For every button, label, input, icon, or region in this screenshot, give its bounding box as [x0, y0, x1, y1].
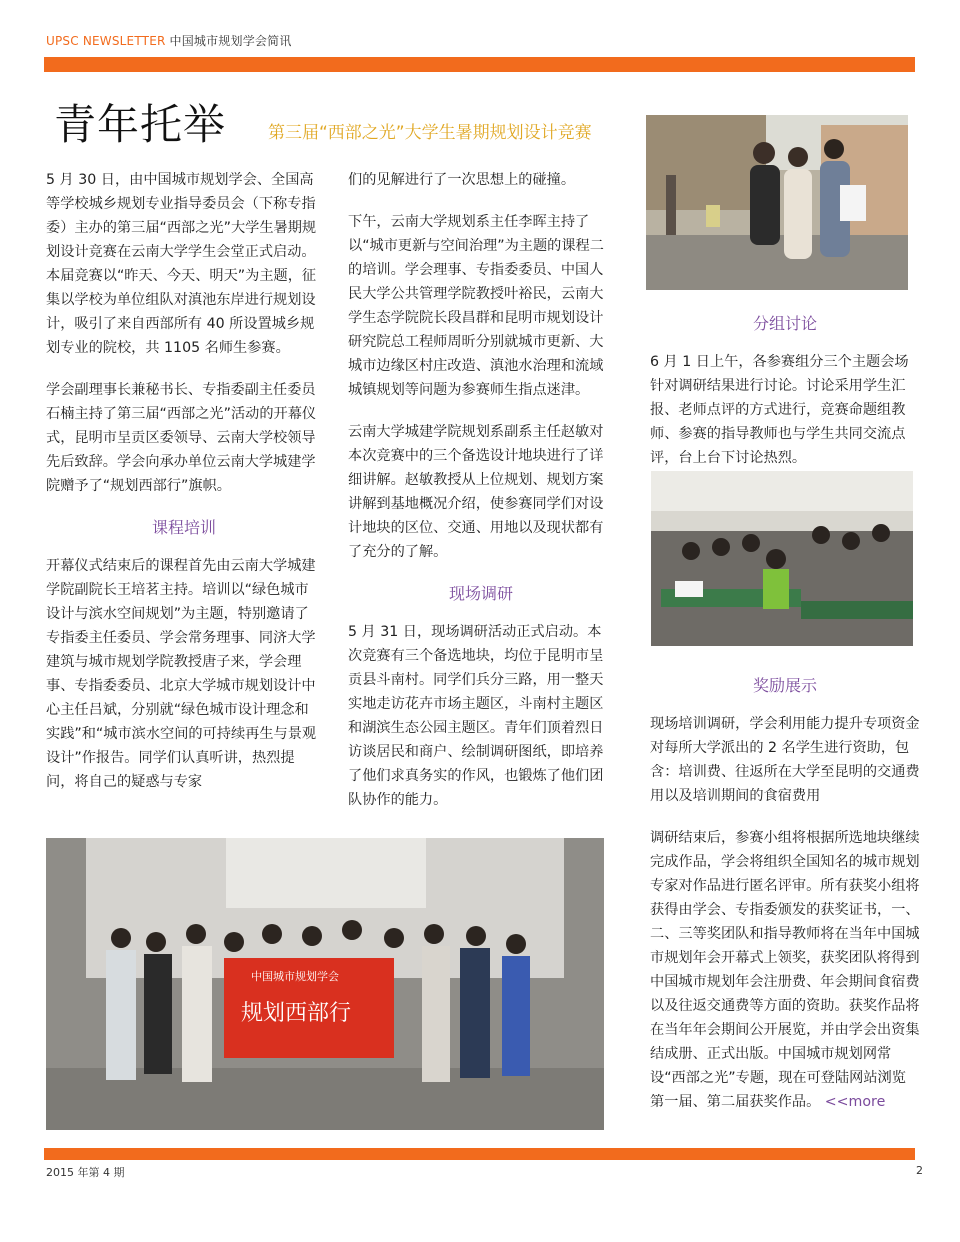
photo-group-discussion	[651, 471, 913, 646]
section-heading-discussion: 分组讨论	[752, 314, 817, 333]
section-heading-awards: 奖励展示	[752, 676, 817, 695]
footer-bar	[44, 1148, 915, 1160]
photo-group-banner	[46, 838, 604, 1130]
paragraph-opening: 5 月 30 日，由中国城市规划学会、全国高等学校城乡规划专业指导委员会（下称专指委）主办的第三届“西部之光”大学生暑期规划设计竞赛在云南大学学生会堂正式启动。本届竞赛以“昨天、今天、明天”为主题，征集以学校为单位组队对滇池东岸进行规划设计，吸引了来自西部所有 40 所设置城乡规划专业的院校，共 1105 名师生参赛。	[46, 172, 317, 356]
paragraph-ceremony: 学会副理事长兼秘书长、专指委副主任委员石楠主持了第三届“西部之光”活动的开幕仪式，昆明市呈贡区委领导、云南大学校领导先后致辞。学会向承办单位云南大学城建学院赠予了“规划西部行”旗帜。	[46, 382, 317, 494]
paragraph-field-research: 5 月 31 日，现场调研活动正式启动。本次竞赛有三个备选地块，均位于昆明市呈贡县斗南村。同学们兵分三路，用一整天实地走访花卉市场主题区，斗南村主题区和湖滨生态公园主题区。青年们顶着烈日访谈居民和商户、绘制调研图纸，即培养了他们求真务实的作风，也锻炼了他们团队协作的能力。	[348, 624, 604, 808]
section-heading-training: 课程培训	[151, 518, 216, 537]
footer-issue: 2015 年第 4 期	[46, 1166, 125, 1179]
paragraph-funding: 现场培训调研，学会利用能力提升专项资金对每所大学派出的 2 名学生进行资助，包含：培训费、往返所在大学至昆明的交通费用以及培训期间的食宿费用	[650, 716, 920, 804]
page-number: 2	[916, 1164, 923, 1177]
banner-text-line2: 规划西部行	[241, 1001, 352, 1026]
column-1	[46, 168, 322, 794]
section-heading-field-research: 现场调研	[448, 584, 513, 603]
paragraph-discussion: 6 月 1 日上午，各参赛组分三个主题会场针对调研结果进行讨论。讨论采用学生汇报、老师点评的方式进行，竞赛命题组教师、参赛的指导教师也与学生共同交流点评，台上台下讨论热烈。	[650, 354, 909, 466]
paragraph-awards: 调研结束后，参赛小组将根据所选地块继续完成作品，学会将组织全国知名的城市规划专家对作品进行匿名评审。所有获奖小组将获得由学会、专指委颁发的获奖证书，一、二、三等奖团队和指导教师将在当年中国城市规划年会开幕式上领奖，获奖团队将得到中国城市规划年会注册费、年会期间食宿费以及往返交通费等方面的资助。获奖作品将在当年年会期间公开展览，并由学会出资集结成册、正式出版。中国城市规划网常设“西部之光”专题，现在可登陆网站浏览第一届、第二届获奖作品。 <<more	[650, 830, 920, 1110]
photo-field-research	[646, 115, 908, 290]
column-3-upper	[650, 308, 920, 470]
paragraph-training: 开幕仪式结束后的课程首先由云南大学城建学院副院长王培茗主持。培训以“绿色城市设计与滨水空间规划”为主题，特别邀请了专指委主任委员、学会常务理事、同济大学建筑与城市规划学院教授唐子来，学会理事、专指委委员、北京大学城市规划设计中心主任吕斌，分别就“绿色城市设计理念和实践”和“城市滨水空间的可持续再生与景观设计”作报告。同学们认真听讲，热烈提问，将自己的疑惑与专家	[46, 558, 317, 790]
header-bar	[44, 57, 915, 72]
page-title: 青年托举	[54, 100, 227, 149]
paragraph-continued: 们的见解进行了一次思想上的碰撞。	[348, 172, 576, 188]
page-subtitle: 第三届“西部之光”大学生暑期规划设计竞赛	[268, 123, 592, 143]
more-link[interactable]: <<more	[824, 1094, 886, 1110]
newsletter-header	[46, 32, 292, 49]
paragraph-site-lecture: 云南大学城建学院规划系副系主任赵敏对本次竞赛中的三个备选设计地块进行了详细讲解。赵敏教授从上位规划、规划方案讲解到基地概况介绍，使参赛同学们对设计地块的区位、交通、用地以及现状都有了充分的了解。	[348, 424, 604, 560]
brand-name-cn: 中国城市规划学会简讯	[169, 34, 292, 48]
paragraph-afternoon: 下午，云南大学规划系主任李晖主持了以“城市更新与空间治理”为主题的课程二的培训。学会理事、专指委委员、中国人民大学公共管理学院教授叶裕民，云南大学生态学院院长段昌群和昆明市规划设计研究院总工程师周昕分别就城市更新、大城市边缘区村庄改造、滇池水治理和流域城镇规划等问题为参赛师生指点迷津。	[348, 214, 604, 398]
column-2	[348, 168, 614, 812]
brand-name: UPSC NEWSLETTER	[46, 34, 166, 48]
column-3-lower	[650, 670, 920, 1114]
banner-text-line1: 中国城市规划学会	[251, 970, 339, 983]
